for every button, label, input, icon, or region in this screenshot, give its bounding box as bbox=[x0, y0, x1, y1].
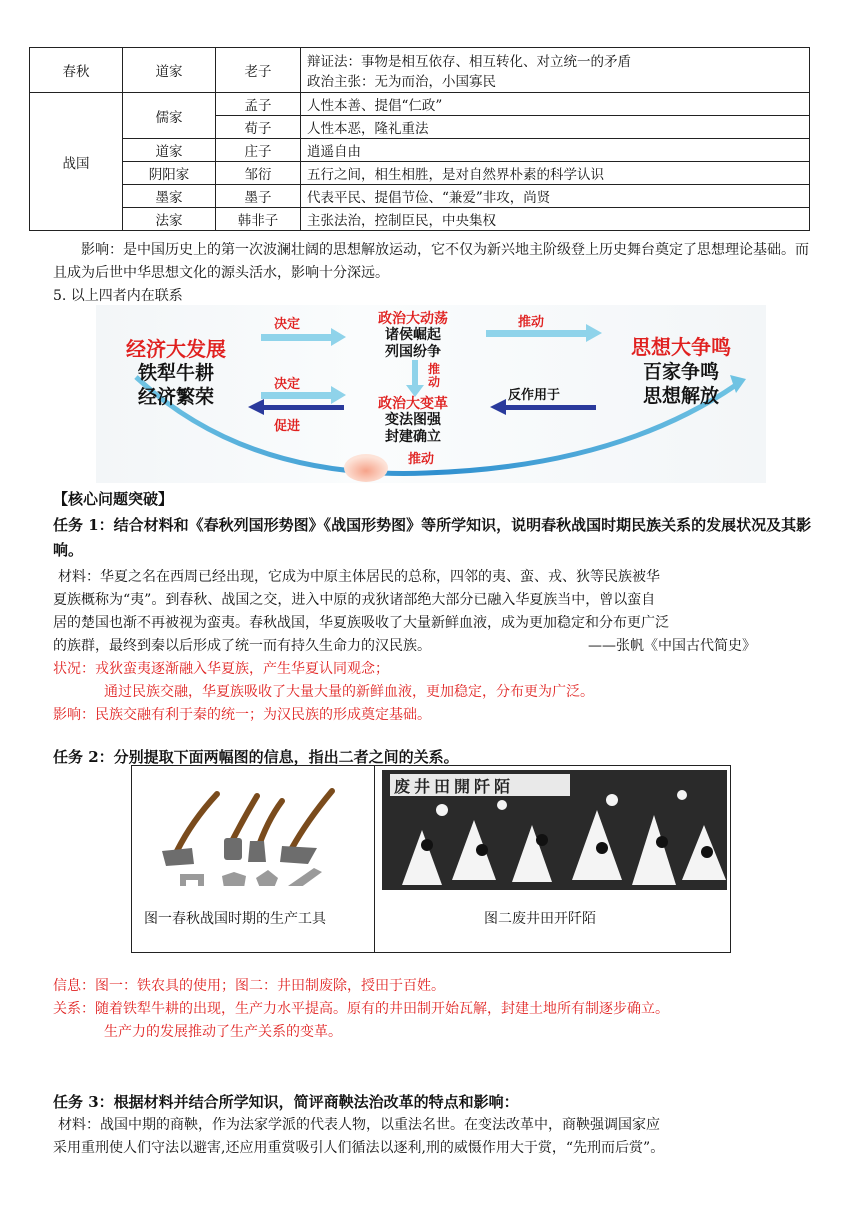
arrow-decide-lower-label: 决定 bbox=[274, 377, 301, 392]
person-cell: 邹衍 bbox=[216, 162, 301, 185]
thought-line-2: 思想解放 bbox=[642, 385, 719, 407]
figure-box bbox=[131, 765, 731, 953]
arrow-facilitate-label: 促进 bbox=[274, 419, 301, 434]
pol-unrest-line-2: 列国纷争 bbox=[385, 344, 441, 360]
task1-answer-1: 状况：戎狄蛮夷逐渐融入华夏族，产生华夏认同观念； bbox=[53, 661, 389, 677]
influence-paragraph: 影响：是中国历史上的第一次波澜壮阔的思想解放运动，它不仅为新兴地主阶级登上历史舞台奠定了思想理论基础。而且成为后世中华思想文化的源头活水，影响十分深远。 bbox=[53, 242, 809, 281]
pol-reform-line-2: 封建确立 bbox=[385, 429, 441, 445]
arrow-facilitate-head bbox=[248, 399, 264, 415]
school-cell: 道家 bbox=[123, 139, 216, 162]
school-cell: 儒家 bbox=[123, 93, 216, 139]
task2-answer-1: 信息：图一：铁农具的使用；图二：井田制废除，授田于百姓。 bbox=[53, 978, 445, 994]
econ-line-2: 经济繁荣 bbox=[137, 386, 214, 408]
core-heading: 【核心问题突破】 bbox=[53, 490, 174, 508]
era-cell: 春秋 bbox=[30, 48, 123, 93]
arrow-decide-top-label: 决定 bbox=[274, 317, 301, 332]
figure2-caption: 图二废井田开阡陌 bbox=[484, 911, 596, 927]
arrow-down bbox=[412, 360, 418, 386]
idea-cell: 代表平民、提倡节俭、“兼爱”非攻，尚贤 bbox=[301, 185, 810, 208]
arrow-decide-top-head bbox=[331, 328, 346, 346]
task1-material-4: 的族群，最终到秦以后形成了统一而有持久生命力的汉民族。 bbox=[53, 638, 431, 654]
arrow-react-label: 反作用于 bbox=[508, 388, 561, 403]
econ-line-1: 铁犁牛耕 bbox=[137, 362, 214, 384]
table-row bbox=[30, 208, 810, 231]
person-cell: 庄子 bbox=[216, 139, 301, 162]
person-cell: 墨子 bbox=[216, 185, 301, 208]
arrow-promote-right-label: 推动 bbox=[518, 315, 545, 330]
arrow-promote-bottom-label: 推动 bbox=[408, 452, 435, 467]
econ-title: 经济大发展 bbox=[126, 337, 226, 361]
idea-line: 辩证法：事物是相互依存、相互转化、对立统一的矛盾 bbox=[307, 54, 631, 70]
arrow-decide-top bbox=[261, 334, 331, 341]
task3-material-2: 采用重刑使人们守法以避害,还应用重赏吸引人们循法以逐利,刑的威慑作用大于赏，“先刑而后赏”。 bbox=[53, 1140, 665, 1156]
thought-title: 思想大争鸣 bbox=[631, 335, 731, 359]
section-heading: 5. 以上四者内在联系 bbox=[53, 288, 183, 304]
relationship-diagram bbox=[96, 305, 766, 483]
tools-illustration bbox=[132, 776, 372, 886]
table-row bbox=[30, 48, 810, 93]
arrow-decide-lower bbox=[261, 392, 331, 399]
figure1-caption: 图一春秋战国时期的生产工具 bbox=[144, 911, 326, 927]
table-row bbox=[30, 162, 810, 185]
thought-line-1: 百家争鸣 bbox=[642, 361, 719, 383]
school-cell: 道家 bbox=[123, 48, 216, 93]
arrow-promote-right bbox=[486, 330, 586, 337]
task1-answer-3: 影响：民族交融有利于秦的统一；为汉民族的形成奠定基础。 bbox=[53, 707, 431, 723]
idea-cell: 主张法治，控制臣民，中央集权 bbox=[301, 208, 810, 231]
figure-divider bbox=[374, 766, 375, 952]
person-cell: 老子 bbox=[216, 48, 301, 93]
arrow-promote-right-head bbox=[586, 324, 602, 342]
task2-question: 任务 2：分别提取下面两幅图的信息，指出二者之间的关系。 bbox=[53, 748, 459, 766]
task2-answer-3: 生产力的发展推动了生产关系的变革。 bbox=[104, 1024, 342, 1040]
arrow-react-head bbox=[490, 399, 506, 415]
idea-cell: 五行之间，相生相胜，是对自然界朴素的科学认识 bbox=[301, 162, 810, 185]
era-cell: 战国 bbox=[30, 93, 123, 231]
schools-table bbox=[29, 47, 810, 231]
task3-material-1: 材料：战国中期的商鞅，作为法家学派的代表人物，以重法名世。在变法改革中，商鞅强调国家应 bbox=[58, 1117, 660, 1133]
task2-answer-2: 关系：随着铁犁牛耕的出现，生产力水平提高。原有的井田制开始瓦解，封建土地所有制逐步确立。 bbox=[53, 1001, 669, 1017]
task1-material-2: 夏族概称为“夷”。到春秋、战国之交，进入中原的戎狄诸部绝大部分已融入华夏族当中，曾以蛮自 bbox=[53, 592, 656, 608]
pol-reform-title: 政治大变革 bbox=[378, 396, 448, 412]
person-cell: 韩非子 bbox=[216, 208, 301, 231]
school-cell: 墨家 bbox=[123, 185, 216, 208]
person-cell: 孟子 bbox=[216, 93, 301, 116]
idea-cell: 人性本恶，隆礼重法 bbox=[301, 116, 810, 139]
sun-shape bbox=[344, 454, 388, 482]
idea-cell: 逍遥自由 bbox=[301, 139, 810, 162]
arrow-decide-lower-head bbox=[331, 386, 346, 404]
task3-question: 任务 3：根据材料并结合所学知识，简评商鞅法治改革的特点和影响： bbox=[53, 1093, 519, 1111]
idea-cell bbox=[301, 48, 810, 93]
table-row bbox=[30, 93, 810, 116]
school-cell: 法家 bbox=[123, 208, 216, 231]
task1-source: ——张帆《中国古代简史》 bbox=[588, 638, 756, 654]
idea-cell: 人性本善、提倡“仁政” bbox=[301, 93, 810, 116]
figure2-banner: 废井田開阡陌 bbox=[394, 777, 515, 796]
school-cell: 阴阳家 bbox=[123, 162, 216, 185]
task1-question: 任务 1：结合材料和《春秋列国形势图》《战国形势图》等所学知识，说明春秋战国时期民族关系的发展状况及其影响。 bbox=[53, 516, 812, 559]
person-cell: 荀子 bbox=[216, 116, 301, 139]
arrow-promote-down-label: 推动 bbox=[427, 362, 440, 389]
table-row bbox=[30, 185, 810, 208]
task1-material-3: 居的楚国也渐不再被视为蛮夷。春秋战国，华夏族吸收了大量新鲜血液，成为更加稳定和分布更广泛 bbox=[53, 615, 669, 631]
arrow-facilitate bbox=[264, 405, 344, 410]
pol-reform-line-1: 变法图强 bbox=[385, 412, 441, 428]
table-row bbox=[30, 139, 810, 162]
pol-unrest-title: 政治大动荡 bbox=[378, 311, 448, 327]
task1-answer-2: 通过民族交融，华夏族吸收了大量大量的新鲜血液，更加稳定，分布更为广泛。 bbox=[104, 684, 594, 700]
pol-unrest-line-1: 诸侯崛起 bbox=[385, 327, 441, 343]
idea-line: 政治主张：无为而治，小国寡民 bbox=[307, 74, 496, 90]
task1-material-1: 材料：华夏之名在西周已经出现，它成为中原主体居民的总称，四邻的夷、蛮、戎、狄等民族被华 bbox=[58, 569, 660, 585]
arrow-react bbox=[506, 405, 596, 410]
